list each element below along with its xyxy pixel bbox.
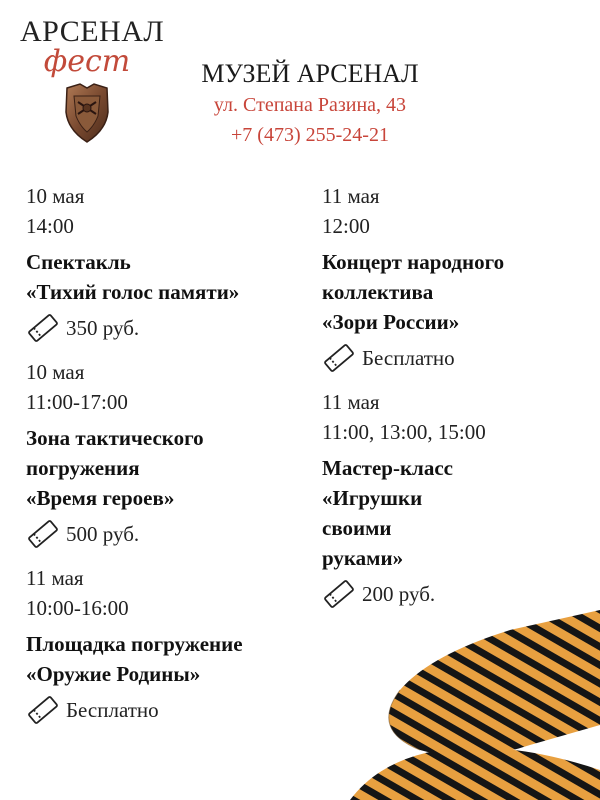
event-date: 10 мая	[26, 184, 85, 208]
event-price-label: 500 руб.	[66, 522, 140, 546]
event-price	[26, 519, 306, 549]
ticket-icon	[26, 696, 60, 724]
event-date: 10 мая	[26, 360, 85, 384]
logo-script: фест	[43, 44, 131, 79]
event-price-label: 350 руб.	[66, 316, 140, 340]
event-price-label: Бесплатно	[66, 698, 159, 722]
event-date: 11 мая	[26, 566, 84, 590]
logo-title: АРСЕНАЛ	[20, 15, 165, 48]
ticket-icon	[26, 314, 60, 342]
event-price-label: 200 руб.	[362, 582, 436, 606]
events-left-column	[26, 181, 306, 733]
museum-phone: +7 (473) 255-24-21	[231, 124, 389, 146]
event-time: 10:00-16:00	[26, 596, 129, 620]
event-time: 11:00-17:00	[26, 390, 128, 414]
museum-address: ул. Степана Разина, 43	[213, 94, 407, 116]
event-title: Площадка погружение «Оружие Родины»	[26, 632, 243, 686]
ticket-icon	[322, 344, 356, 372]
event-time: 12:00	[322, 214, 370, 238]
event-price-label: Бесплатно	[362, 346, 455, 370]
event-item	[26, 357, 306, 549]
event-item	[322, 181, 600, 373]
st-george-ribbon	[310, 600, 600, 800]
event-title: Спектакль «Тихий голос памяти»	[26, 250, 240, 304]
event-date: 11 мая	[322, 390, 380, 414]
ticket-icon	[26, 520, 60, 548]
event-date: 11 мая	[322, 184, 380, 208]
events-right-column	[322, 181, 600, 617]
event-item	[26, 563, 306, 725]
event-price	[26, 313, 306, 343]
event-title: Зона тактического погружения «Время героев»	[26, 426, 204, 510]
event-item	[322, 387, 600, 609]
event-price	[26, 695, 306, 725]
event-time: 14:00	[26, 214, 74, 238]
event-title: Концерт народного коллектива «Зори России»	[322, 250, 505, 334]
museum-header	[160, 58, 460, 150]
museum-title: МУЗЕЙ АРСЕНАЛ	[201, 59, 419, 88]
event-price	[322, 343, 600, 373]
logo	[20, 14, 165, 144]
shield-emblem-icon	[62, 82, 112, 144]
event-title: Мастер-класс «Игрушки своими руками»	[322, 456, 453, 570]
event-time: 11:00, 13:00, 15:00	[322, 420, 486, 444]
event-item	[26, 181, 306, 343]
